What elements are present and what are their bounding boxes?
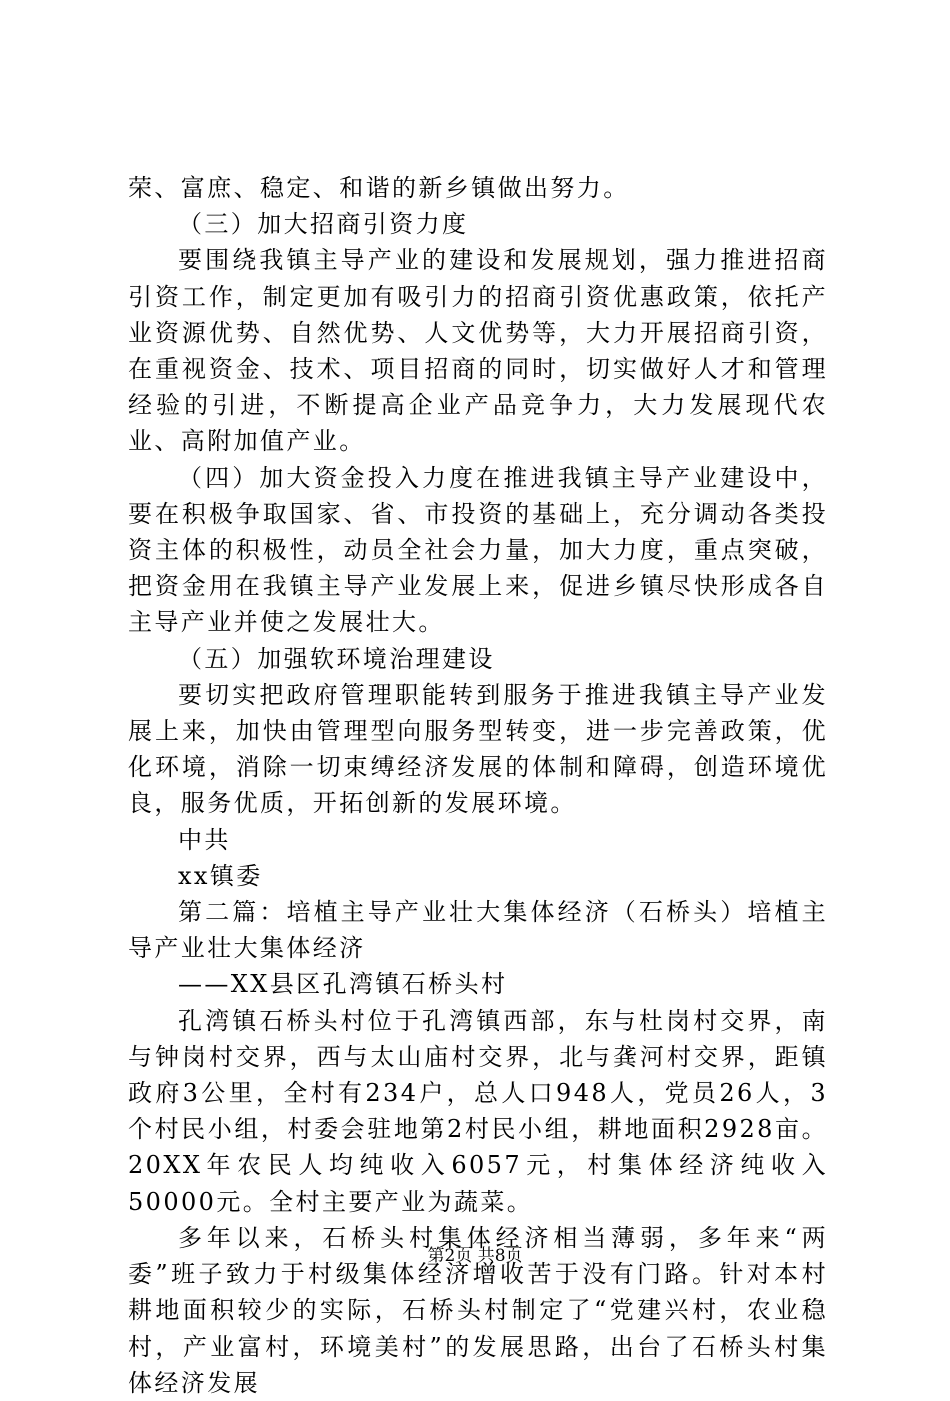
- paragraph-village-intro: 孔湾镇石桥头村位于孔湾镇西部，东与杜岗村交界，南与钟岗村交界，西与太山庙村交界，北与龚河村交界，距镇政府3公里，全村有234户，总人口948人，党员26人，3个村民小组，村委会驻地第2村民小组，耕地面积2928亩。20XX年农民人均纯收入6057元，村集体经济纯收入50000元。全村主要产业为蔬菜。: [128, 1006, 828, 1216]
- document-body: [128, 170, 828, 1401]
- page-number-footer: 第2页 共8页: [427, 1246, 523, 1266]
- paragraph-investment: 要围绕我镇主导产业的建设和发展规划，强力推进招商引资工作，制定更加有吸引力的招商引资优惠政策，依托产业资源优势、自然优势、人文优势等，大力开展招商引资，在重视资金、技术、项目招商的同时，切实做好人才和管理经验的引进，不断提高企业产品竞争力，大力发展现代农业、高附加值产业。: [128, 246, 828, 456]
- article-2-subtitle: ——XX县区孔湾镇石桥头村: [178, 970, 508, 999]
- article-2-title: 第二篇：培植主导产业壮大集体经济（石桥头）培植主导产业壮大集体经济: [128, 898, 828, 963]
- section-heading-3: （三）加大招商引资力度: [178, 210, 469, 239]
- paragraph-environment: 要切实把政府管理职能转到服务于推进我镇主导产业发展上来，加快由管理型向服务型转变，进一步完善政策，优化环境，消除一切束缚经济发展的体制和障碍，创造环境优良，服务优质，开拓创新的发展环境。: [128, 680, 828, 818]
- paragraph-continuation: 荣、富庶、稳定、和谐的新乡镇做出努力。: [128, 174, 630, 202]
- signature-party: 中共: [178, 825, 231, 854]
- section-heading-5: （五）加强软环境治理建设: [178, 644, 495, 673]
- paragraph-collective-economy: 多年以来，石桥头村集体经济相当薄弱，多年来“两委”班子致力于村级集体经济增收苦于没有门路。针对本村耕地面积较少的实际，石桥头村制定了“党建兴村，农业稳村，产业富村，环境美村”的发展思路，出台了石桥头村集体经济发展: [128, 1223, 828, 1397]
- signature-committee: xx镇委: [178, 861, 263, 890]
- section-heading-4: （四）加大资金投入力度在推进我镇主导产业建设中，要在积极争取国家、省、市投资的基础上，充分调动各类投资主体的积极性，动员全社会力量，加大力度，重点突破，把资金用在我镇主导产业发展上来，促进乡镇尽快形成各自主导产业并使之发展壮大。: [128, 463, 828, 637]
